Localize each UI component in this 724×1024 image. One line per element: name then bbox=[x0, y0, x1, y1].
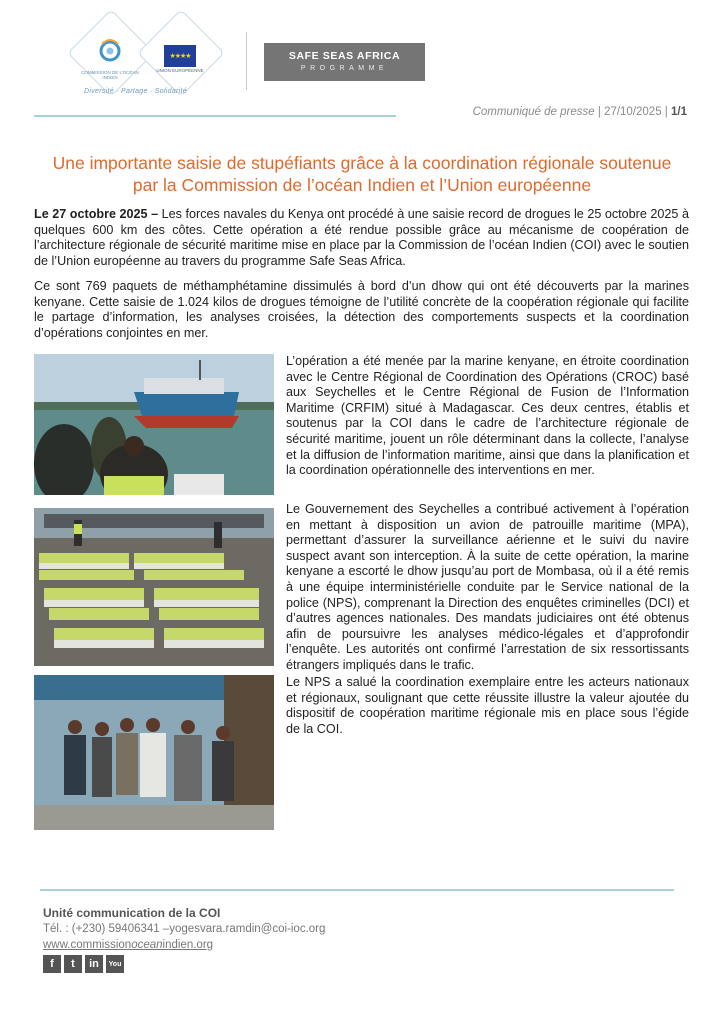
logo-block bbox=[60, 18, 240, 98]
header-meta: Communiqué de presse | 27/10/2025 | 1/1 bbox=[472, 106, 687, 118]
paragraph-intro bbox=[34, 207, 689, 269]
doc-type: Communiqué de presse bbox=[472, 106, 595, 118]
page-title: Une importante saisie de stupéfiants grâce à la coordination régionale soutenue par la Commission de l’océan Indien et l’Union européenne bbox=[52, 153, 672, 195]
twitter-icon[interactable]: t bbox=[64, 955, 82, 973]
eu-flag-icon: ★★★★ bbox=[164, 45, 196, 67]
doc-date: 27/10/2025 bbox=[604, 106, 662, 118]
web-part-a: www.commission bbox=[43, 939, 132, 951]
header-rule bbox=[34, 115, 396, 117]
web-part-b: ocean bbox=[131, 939, 163, 951]
photo-arrested-suspects bbox=[34, 675, 274, 830]
social-links bbox=[43, 955, 124, 973]
header-divider bbox=[246, 32, 247, 90]
paragraph-nps: Le NPS a salué la coordination exemplaire entre les acteurs nationaux et régionaux, soulignant que cette réussite illustre la valeur ajoutée du dispositif de coopération maritime régionale mis en place sous l’égide de la COI. bbox=[286, 675, 689, 736]
paragraph-operation: L’opération a été menée par la marine kenyane, en étroite coordination avec le Centre Régional de Coordination des Opérations (CROC) basé aux Seychelles et le Centre Régional de Fusion de l’Information Maritime (CRFIM) situé à Madagascar. Ces deux centres, établis et soutenus par la COI dans le cadre de l’architecture régionale de sécurité maritime, jouent un rôle déterminant dans la collecte, l’analyse et la diffusion de l’information maritime, ainsi que dans la planification et la coordination opérationnelle des interventions en mer. bbox=[286, 354, 689, 478]
footer-contact: Tél. : (+230) 59406341 –yogesvara.ramdin@coi-ioc.org bbox=[43, 923, 326, 935]
intro-lead: Le 27 octobre 2025 – bbox=[34, 207, 159, 221]
photo-boat-operation bbox=[34, 354, 274, 495]
web-part-c: indien.org bbox=[162, 939, 214, 951]
facebook-icon[interactable]: f bbox=[43, 955, 61, 973]
photo-drug-packages bbox=[34, 508, 274, 666]
footer-website-link[interactable] bbox=[43, 939, 213, 951]
eu-logo-text: UNION EUROPÉENNE bbox=[156, 68, 204, 73]
tagline: Diversité · Partage · Solidarité bbox=[84, 88, 187, 95]
youtube-icon[interactable]: You bbox=[106, 955, 124, 973]
safe-seas-africa-logo bbox=[264, 43, 425, 81]
coi-logo-icon bbox=[93, 36, 127, 70]
coi-logo-text: COMMISSION DE L'OCÉAN INDIEN bbox=[81, 70, 139, 80]
intro-text: Les forces navales du Kenya ont procédé à une saisie record de drogues le 25 octobre 2025 à quelques 600 km des côtes. Cette opération a été rendue possible grâce au mécanisme de coopération de l’architecture régionale de sécurité maritime mise en place par la Commission de l’océan Indien (COI) avec le soutien de l’Union européenne au travers du programme Safe Seas Africa. bbox=[34, 207, 689, 268]
paragraph-seizure: Ce sont 769 paquets de méthamphétamine dissimulés à bord d’un dhow qui ont été découverts par la marines kenyane. Cette saisie de 1.024 kilos de drogues témoigne de l’utilité concrète de la coopération régionale qui facilite le partage d’information, les analyses croisées, la détection des comportements suspects et la coordination d’opérations conjointes en mer. bbox=[34, 279, 689, 340]
programme-title: SAFE SEAS AFRICA bbox=[288, 50, 401, 62]
page-number: 1/1 bbox=[671, 106, 687, 118]
footer-rule bbox=[40, 889, 674, 891]
footer-title: Unité communication de la COI bbox=[43, 906, 221, 920]
paragraph-seychelles: Le Gouvernement des Seychelles a contribué activement à l’opération en mettant à disposition un avion de patrouille maritime (MPA), permettant d’assurer la surveillance aérienne et le suivi du navire suspect avant son interception. À la suite de cette opération, la marine kenyane a escorté le dhow jusqu’au port de Mombasa, où il a été remis à une équipe interministérielle conduite par le Service national de la police (NPS), comprenant la Direction des enquêtes criminelles (DCI) et d’autres agences nationales. Des mandats judiciaires ont été obtenus afin de poursuivre les analyses médico-légales et d’approfondir l’enquête. Les autorités ont confirmé l’arrestation de six ressortissants étrangers impliqués dans le trafic. bbox=[286, 502, 689, 672]
linkedin-icon[interactable]: in bbox=[85, 955, 103, 973]
programme-sub: PROGRAMME bbox=[300, 65, 389, 72]
